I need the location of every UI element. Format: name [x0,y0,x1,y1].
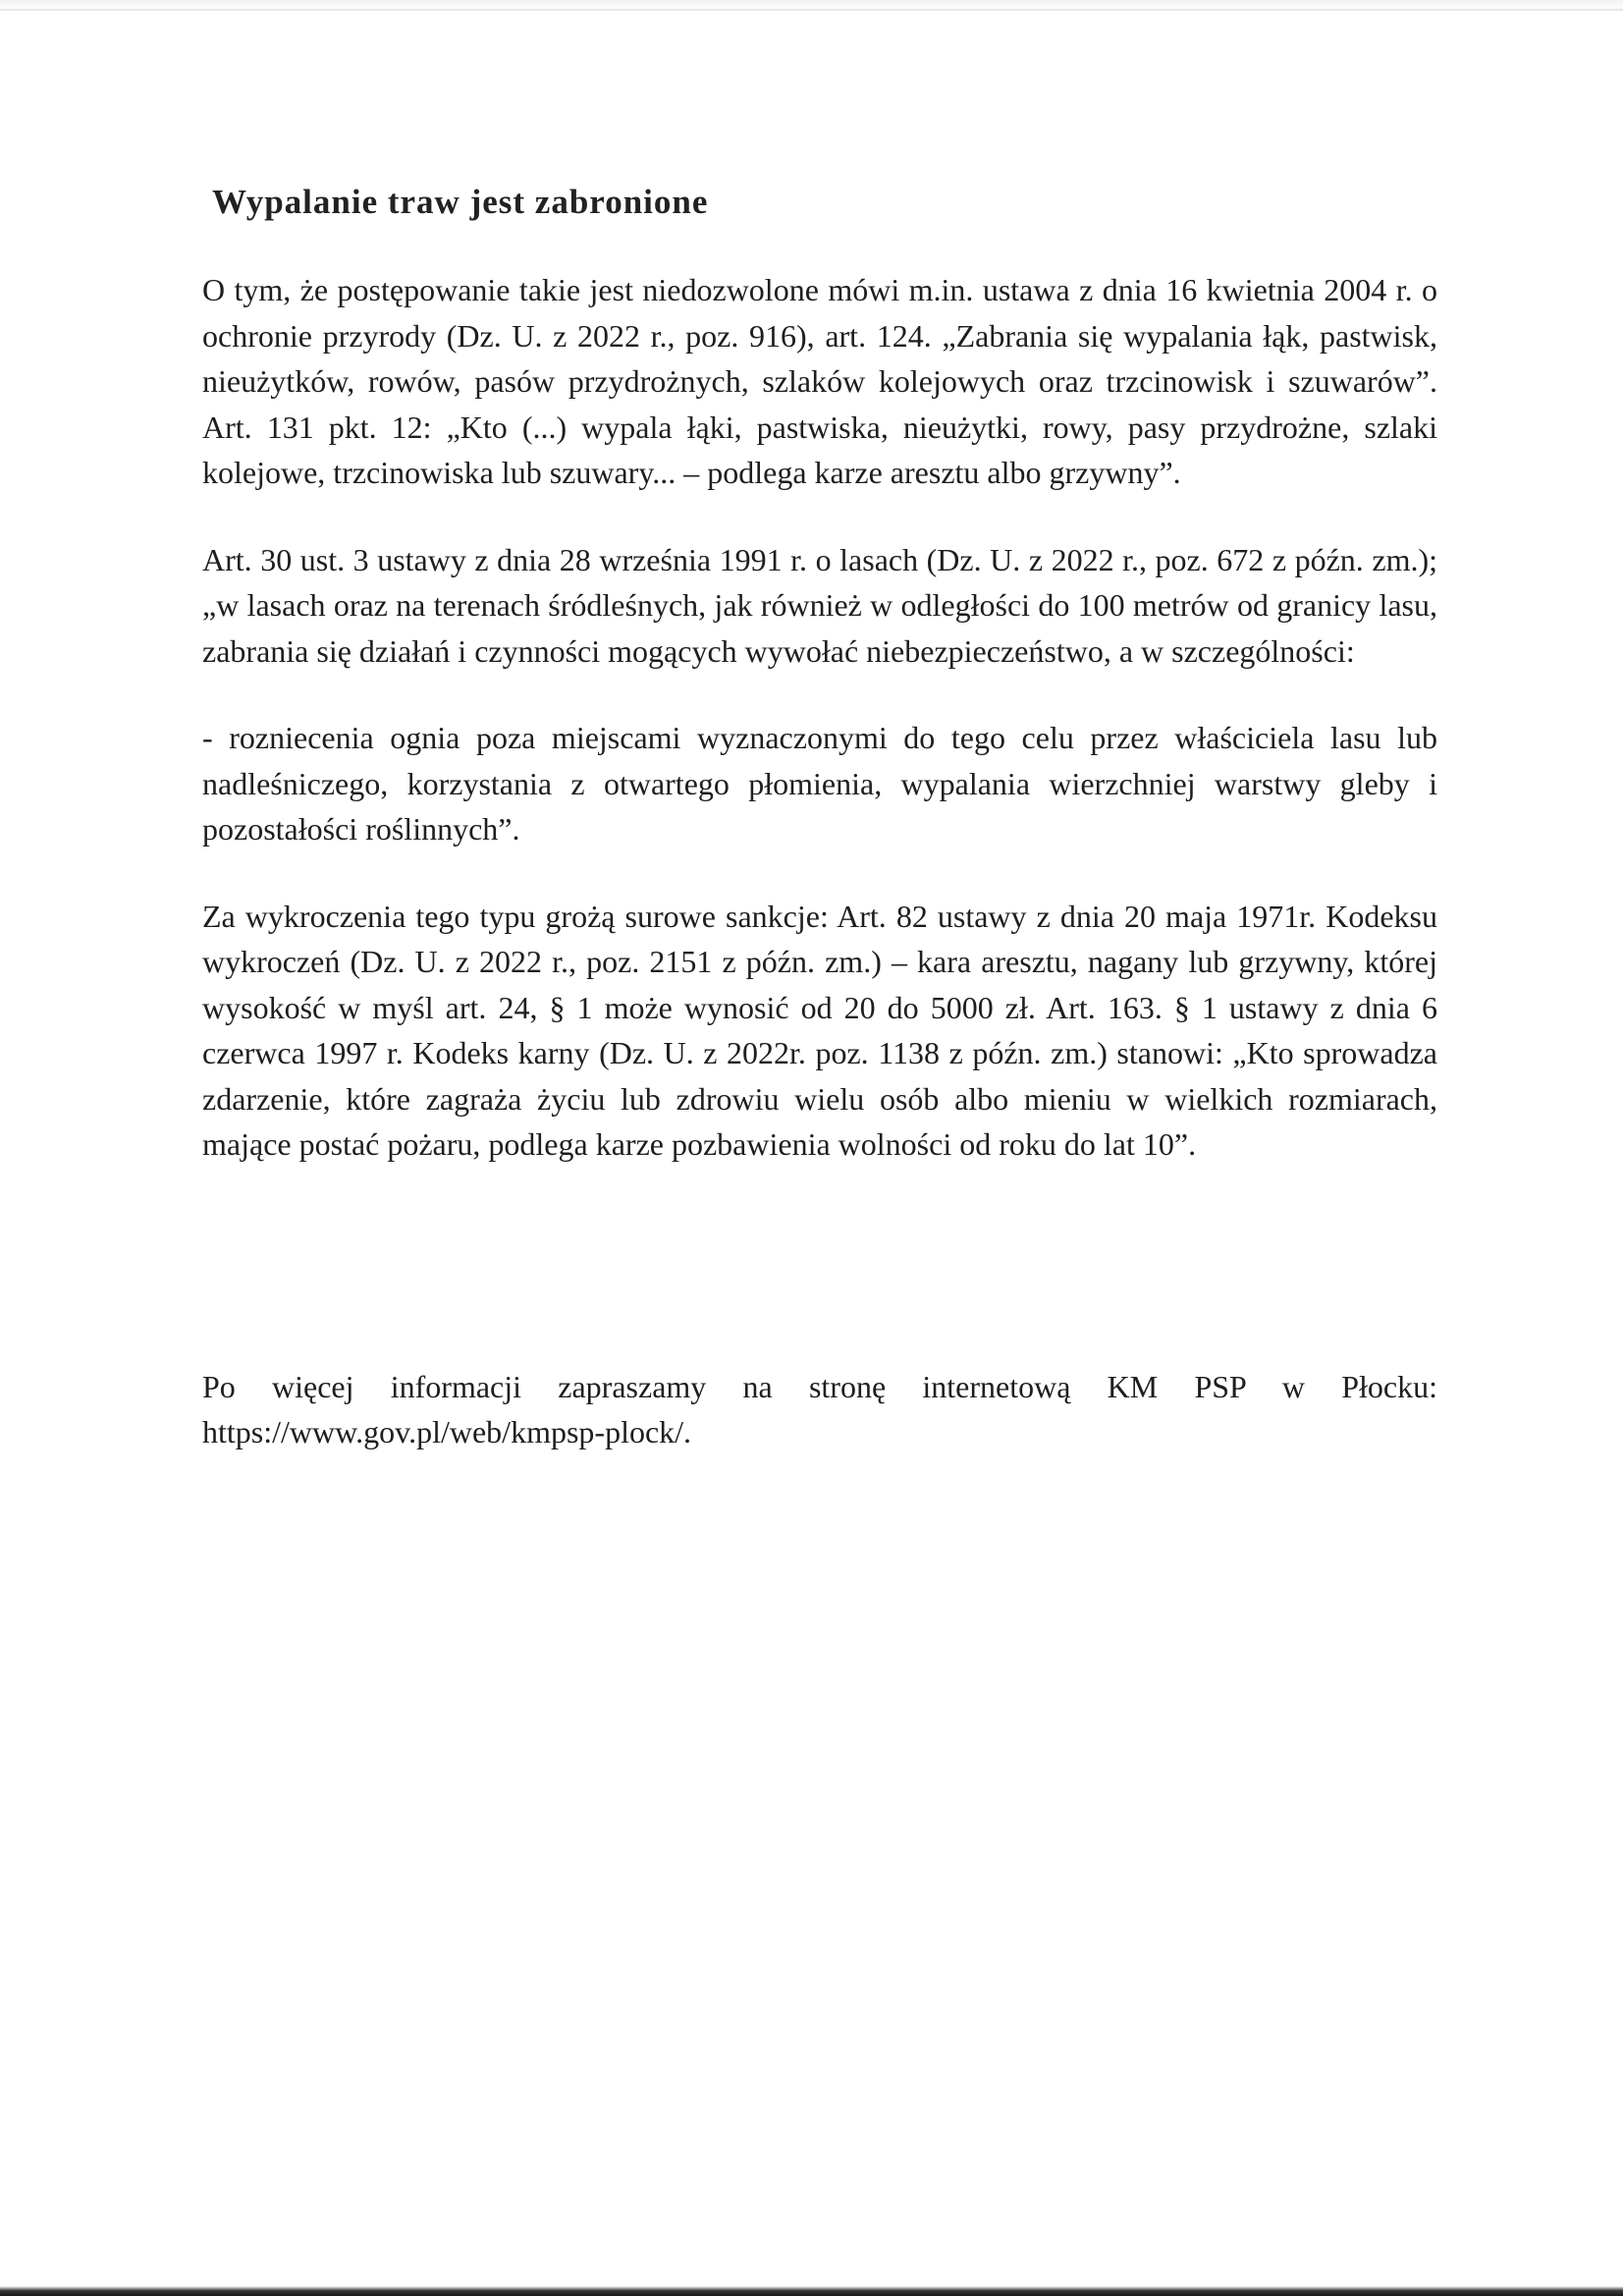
paragraph-more-info: Po więcej informacji zapraszamy na stronę internetową KM PSP w Płocku: https://www.gov.pl/web/kmpsp-plock/. [202,1368,1437,1449]
paragraph-sanctions: Za wykroczenia tego typu grożą surowe sankcje: Art. 82 ustawy z dnia 20 maja 1971r. Kodeksu wykroczeń (Dz. U. z 2022 r., poz. 2151 z późn. zm.) – kara aresztu, nagany lub grzywny, której wysokość w myśl art. 24, § 1 może wynosić od 20 do 5000 zł. Art. 163. § 1 ustawy z dnia 6 czerwca 1997 r. Kodeks karny (Dz. U. z 2022r. poz. 1138 z późn. zm.) stanowi: „Kto sprowadza zdarzenie, które zagraża życiu lub zdrowiu wielu osób albo mieniu w wielkich rozmiarach, mające postać pożaru, podlega karze pozbawienia wolności od roku do lat 10”. [202,898,1437,1162]
scan-top-edge [0,0,1623,10]
paragraph-nature-protection-act: O tym, że postępowanie takie jest niedozwolone mówi m.in. ustawa z dnia 16 kwietnia 2004 r. o ochronie przyrody (Dz. U. z 2022 r., poz. 916), art. 124. „Zabrania się wypalania łąk, pastwisk, nieużytków, rowów, pasów przydrożnych, szlaków kolejowych oraz trzcinowisk i szuwarów”. Art. 131 pkt. 12: „Kto (...) wypala łąki, pastwiska, nieużytki, rowy, pasy przydrożne, szlaki kolejowe, trzcinowiska lub szuwary... – podlega karze aresztu albo grzywny”. [202,272,1437,490]
scan-bottom-edge [0,2286,1623,2296]
document-title: Wypalanie traw jest zabronione [212,183,709,221]
paragraph-forest-act: Art. 30 ust. 3 ustawy z dnia 28 września 1991 r. o lasach (Dz. U. z 2022 r., poz. 672 z późn. zm.); „w lasach oraz na terenach śródleśnych, jak również w odległości do 100 metrów od granicy lasu, zabrania się działań i czynności mogących wywołać niebezpieczeństwo, a w szczególności: [202,541,1437,669]
paragraph-fire-prohibitions: - rozniecenia ognia poza miejscami wyznaczonymi do tego celu przez właściciela lasu lub nadleśniczego, korzystania z otwartego płomienia, wypalania wierzchniej warstwy gleby i pozostałości roślinnych”. [202,720,1437,847]
document-page [202,183,1437,1497]
